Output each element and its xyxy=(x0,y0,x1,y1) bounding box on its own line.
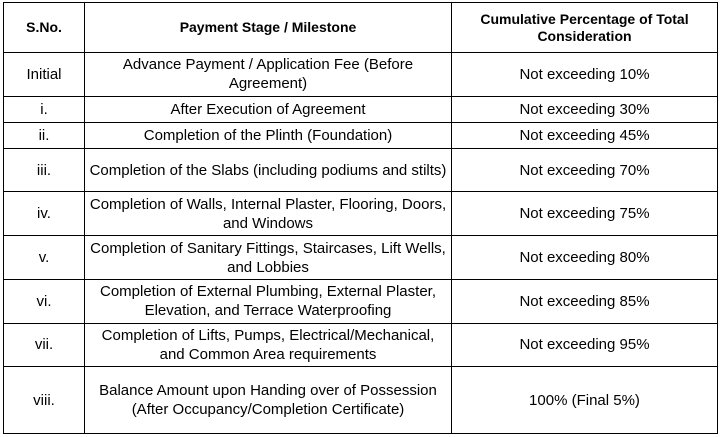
header-cumulative-percentage: Cumulative Percentage of Total Consideration xyxy=(452,3,718,53)
cell-stage: Balance Amount upon Handing over of Possession (After Occupancy/Completion Certificate) xyxy=(85,367,452,434)
cell-percent: Not exceeding 80% xyxy=(452,236,718,280)
table-row xyxy=(4,236,718,280)
cell-percent: Not exceeding 70% xyxy=(452,148,718,192)
cell-stage: After Execution of Agreement xyxy=(85,96,452,122)
cell-stage: Completion of the Plinth (Foundation) xyxy=(85,122,452,148)
cell-percent: Not exceeding 30% xyxy=(452,96,718,122)
header-payment-stage: Payment Stage / Milestone xyxy=(85,3,452,53)
table-row xyxy=(4,279,718,323)
table-row xyxy=(4,96,718,122)
table-row xyxy=(4,53,718,97)
table-row xyxy=(4,192,718,236)
cell-percent: Not exceeding 10% xyxy=(452,53,718,97)
cell-percent: Not exceeding 85% xyxy=(452,279,718,323)
cell-percent: Not exceeding 75% xyxy=(452,192,718,236)
cell-stage: Completion of the Slabs (including podiums and stilts) xyxy=(85,148,452,192)
cell-sno: ii. xyxy=(4,122,85,148)
cell-sno: Initial xyxy=(4,53,85,97)
header-sno: S.No. xyxy=(4,3,85,53)
cell-stage: Completion of External Plumbing, External Plaster, Elevation, and Terrace Waterproofing xyxy=(85,279,452,323)
cell-percent: Not exceeding 95% xyxy=(452,323,718,367)
cell-percent: Not exceeding 45% xyxy=(452,122,718,148)
cell-sno: vii. xyxy=(4,323,85,367)
table-row xyxy=(4,148,718,192)
cell-sno: i. xyxy=(4,96,85,122)
cell-percent: 100% (Final 5%) xyxy=(452,367,718,434)
table-row xyxy=(4,323,718,367)
table-row xyxy=(4,122,718,148)
payment-schedule-table xyxy=(3,2,718,434)
table-row xyxy=(4,367,718,434)
cell-sno: iv. xyxy=(4,192,85,236)
table-header-row xyxy=(4,3,718,53)
cell-stage: Completion of Walls, Internal Plaster, Flooring, Doors, and Windows xyxy=(85,192,452,236)
cell-sno: v. xyxy=(4,236,85,280)
cell-stage: Advance Payment / Application Fee (Before Agreement) xyxy=(85,53,452,97)
cell-sno: iii. xyxy=(4,148,85,192)
cell-stage: Completion of Sanitary Fittings, Staircases, Lift Wells, and Lobbies xyxy=(85,236,452,280)
cell-stage: Completion of Lifts, Pumps, Electrical/Mechanical, and Common Area requirements xyxy=(85,323,452,367)
cell-sno: vi. xyxy=(4,279,85,323)
cell-sno: viii. xyxy=(4,367,85,434)
